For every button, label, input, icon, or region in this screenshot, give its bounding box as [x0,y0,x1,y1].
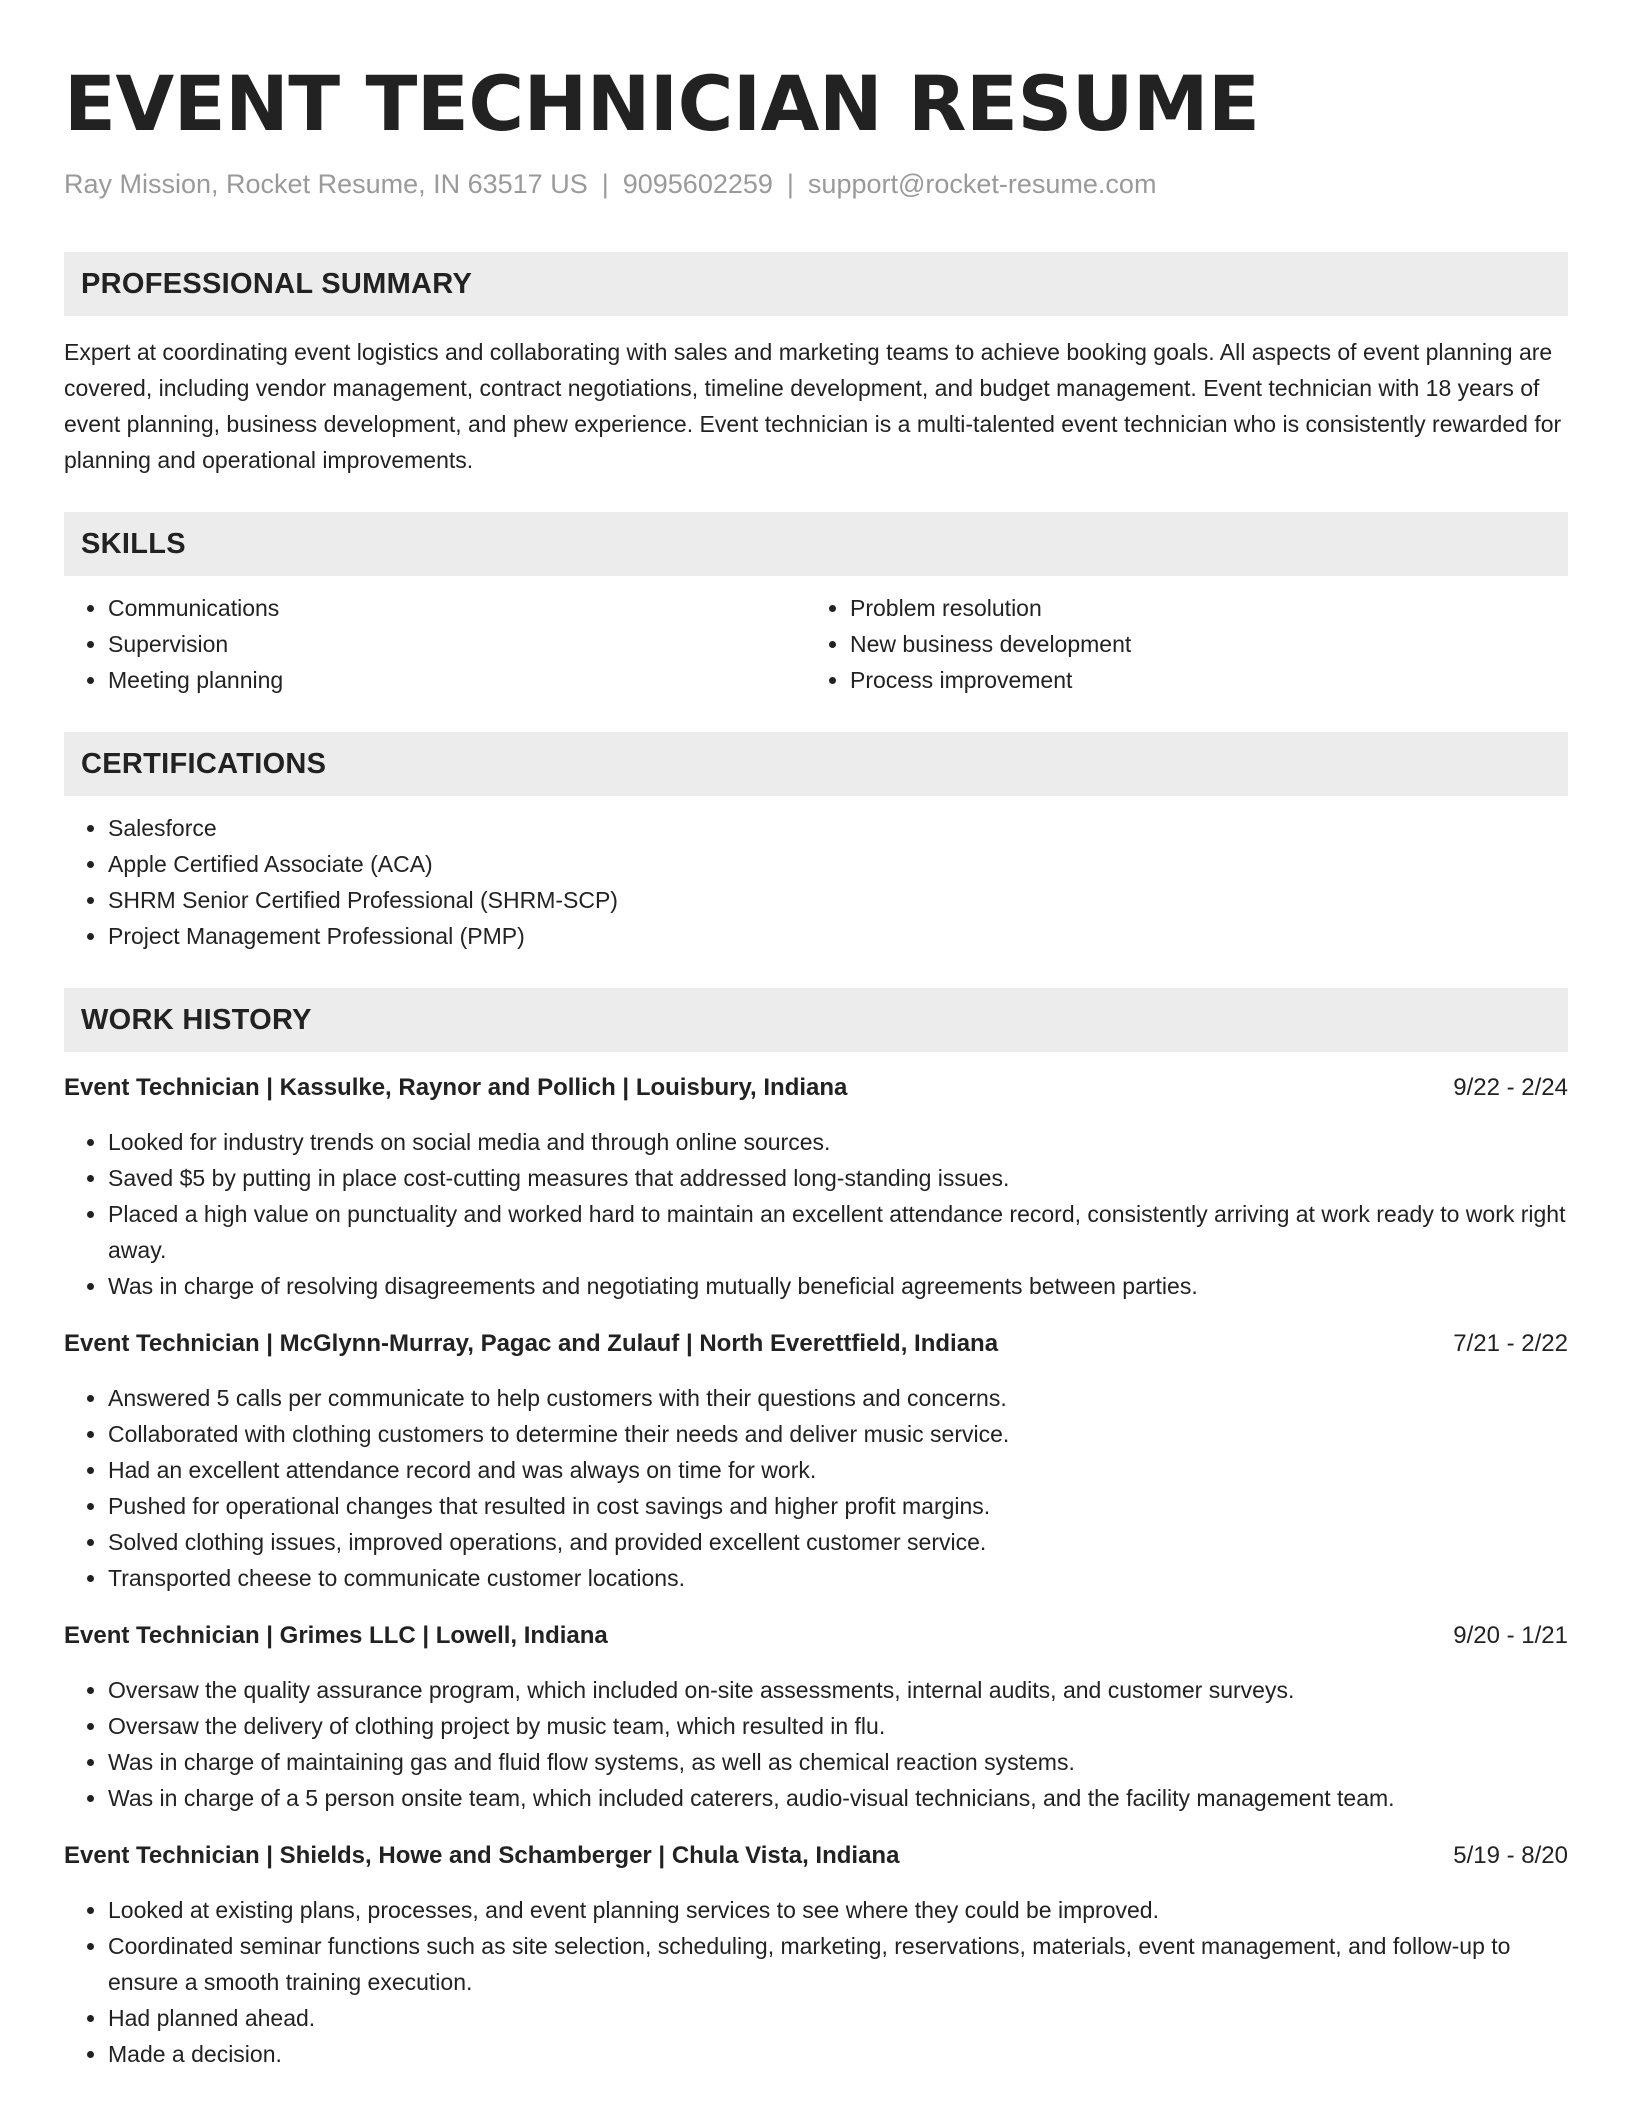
job-bullets [64,1380,1568,1596]
job-dates: 9/20 - 1/21 [1453,1622,1568,1649]
job-bullet: • Collaborated with clothing customers to determine their needs and deliver music service. [108,1416,1568,1452]
job-entry [64,1838,1568,2072]
certification-item: • SHRM Senior Certified Professional (SHRM-SCP) [108,882,1568,918]
contact-line [64,166,1568,202]
job-bullet: • Oversaw the quality assurance program, which included on-site assessments, internal audits, and customer surveys. [108,1672,1568,1708]
contact-email: support@rocket-resume.com [807,169,1157,199]
job-bullets [64,1672,1568,1816]
job-bullet: • Placed a high value on punctuality and worked hard to maintain an excellent attendance record, consistently arriving at work ready to work right away. [108,1196,1568,1268]
job-header [64,1838,1568,1874]
section-heading-certifications: CERTIFICATIONS [64,732,1568,796]
job-header [64,1618,1568,1654]
skill-item: • Process improvement [850,662,1568,698]
job-dates: 5/19 - 8/20 [1453,1842,1568,1869]
job-bullets [64,1124,1568,1304]
job-entry [64,1326,1568,1596]
job-dates: 9/22 - 2/24 [1453,1074,1568,1101]
certification-item: • Project Management Professional (PMP) [108,918,1568,954]
skill-item: • Problem resolution [850,590,1568,626]
certification-item: • Apple Certified Associate (ACA) [108,846,1568,882]
contact-phone: 9095602259 [622,169,773,199]
job-bullet: • Oversaw the delivery of clothing project by music team, which resulted in flu. [108,1708,1568,1744]
job-bullet: • Was in charge of maintaining gas and fluid flow systems, as well as chemical reaction systems. [108,1744,1568,1780]
job-header [64,1070,1568,1106]
job-title: Event Technician | Kassulke, Raynor and Pollich | Louisbury, Indiana [64,1074,848,1101]
job-bullet: • Solved clothing issues, improved operations, and provided excellent customer service. [108,1524,1568,1560]
job-bullet: • Answered 5 calls per communicate to help customers with their questions and concerns. [108,1380,1568,1416]
job-bullets [64,1892,1568,2072]
contact-address: Ray Mission, Rocket Resume, IN 63517 US [64,169,588,199]
section-heading-summary: PROFESSIONAL SUMMARY [64,252,1568,316]
section-heading-skills: SKILLS [64,512,1568,576]
skill-item: • Supervision [108,626,806,662]
job-bullet: • Saved $5 by putting in place cost-cutting measures that addressed long-standing issues. [108,1160,1568,1196]
skill-item: • Communications [108,590,806,626]
skill-item: • Meeting planning [108,662,806,698]
summary-text: Expert at coordinating event logistics and collaborating with sales and marketing teams to achieve booking goals. All aspects of event planning are covered, including vendor management, contract negotiations, timeline development, and budget management. Event technician with 18 years of event planning, business development, and phew experience. Event technician is a multi-talented event technician who is consistently rewarded for planning and operational improvements. [64,339,1562,473]
section-heading-work-history: WORK HISTORY [64,988,1568,1052]
job-bullet: • Transported cheese to communicate customer locations. [108,1560,1568,1596]
job-bullet: • Coordinated seminar functions such as site selection, scheduling, marketing, reservations, materials, event management, and follow-up to ensure a smooth training execution. [108,1928,1568,2000]
job-bullet: • Had planned ahead. [108,2000,1568,2036]
job-bullet: • Pushed for operational changes that resulted in cost savings and higher profit margins. [108,1488,1568,1524]
job-bullet: • Looked for industry trends on social media and through online sources. [108,1124,1568,1160]
job-bullet: • Was in charge of a 5 person onsite team, which included caterers, audio-visual technicians, and the facility management team. [108,1780,1568,1816]
resume-title: EVENT TECHNICIAN RESUME [64,59,1260,148]
contact-separator: | [786,169,794,199]
job-entry [64,1618,1568,1816]
contact-separator: | [601,169,609,199]
job-bullet: • Looked at existing plans, processes, and event planning services to see where they could be improved. [108,1892,1568,1928]
job-bullet: • Was in charge of resolving disagreements and negotiating mutually beneficial agreements between parties. [108,1268,1568,1304]
job-dates: 7/21 - 2/22 [1453,1330,1568,1357]
job-title: Event Technician | McGlynn-Murray, Pagac and Zulauf | North Everettfield, Indiana [64,1330,999,1357]
job-title: Event Technician | Shields, Howe and Schamberger | Chula Vista, Indiana [64,1842,900,1869]
certifications-list [64,810,1568,954]
job-title: Event Technician | Grimes LLC | Lowell, Indiana [64,1622,608,1649]
job-header [64,1326,1568,1362]
skills-column-2 [806,590,1568,698]
certification-item: • Salesforce [108,810,1568,846]
skill-item: • New business development [850,626,1568,662]
skills-grid [64,590,1568,698]
job-bullet: • Made a decision. [108,2036,1568,2072]
job-bullet: • Had an excellent attendance record and was always on time for work. [108,1452,1568,1488]
job-entry [64,1070,1568,1304]
skills-column-1 [64,590,806,698]
